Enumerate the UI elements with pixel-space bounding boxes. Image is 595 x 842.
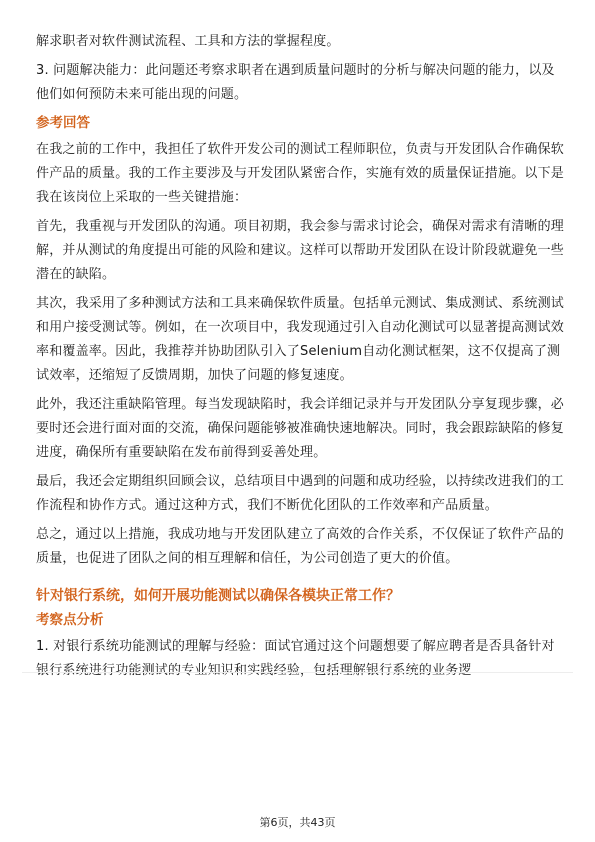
paragraph: 总之，通过以上措施，我成功地与开发团队建立了高效的合作关系，不仅保证了软件产品的质量，也促进了团队之间的相互理解和信任，为公司创造了更大的价值。: [36, 527, 565, 566]
paragraph: 1. 对银行系统功能测试的理解与经验：面试官通过这个问题想要了解应聘者是否具备针对银行系统进行功能测试的专业知识和实践经验，包括理解银行系统的业务逻: [36, 639, 555, 678]
paragraph: 首先，我重视与开发团队的沟通。项目初期，我会参与需求讨论会，确保对需求有清晰的理解，并从测试的角度提出可能的风险和建议。这样可以帮助开发团队在设计阶段就避免一些潜在的缺陷。: [36, 219, 565, 282]
paragraph: 解求职者对软件测试流程、工具和方法的掌握程度。: [36, 34, 340, 49]
analysis-heading: 考察点分析: [36, 612, 104, 628]
reference-answer-heading: 参考回答: [36, 115, 90, 131]
paragraph: 最后，我还会定期组织回顾会议，总结项目中遇到的问题和成功经验，以持续改进我们的工作流程和协作方式。通过这种方式，我们不断优化团队的工作效率和产品质量。: [36, 474, 565, 513]
paragraph: 此外，我还注重缺陷管理。每当发现缺陷时，我会详细记录并与开发团队分享复现步骤，必要时还会进行面对面的交流，确保问题能够被准确快速地解决。同时，我会跟踪缺陷的修复进度，确保所有重要缺陷在发布前得到妥善处理。: [36, 397, 565, 460]
page-content: [36, 30, 564, 688]
section-divider: [22, 672, 573, 673]
paragraph: 在我之前的工作中，我担任了软件开发公司的测试工程师职位，负责与开发团队合作确保软件产品的质量。我的工作主要涉及与开发团队紧密合作，实施有效的质量保证措施。以下是我在该岗位上采取的一些关键措施：: [36, 142, 565, 205]
question-title: 针对银行系统，如何开展功能测试以确保各模块正常工作？: [36, 588, 400, 604]
paragraph: 3. 问题解决能力：此问题还考察求职者在遇到质量问题时的分析与解决问题的能力，以及他们如何预防未来可能出现的问题。: [36, 63, 555, 102]
page-footer: 第6页，共43页: [259, 816, 336, 829]
paragraph: 其次，我采用了多种测试方法和工具来确保软件质量。包括单元测试、集成测试、系统测试和用户接受测试等。例如，在一次项目中，我发现通过引入自动化测试可以显著提高测试效率和覆盖率。因此，我推荐并协助团队引入了Selenium自动化测试框架，这不仅提高了测试效率，还缩短了反馈周期，加快了问题的修复速度。: [36, 296, 565, 383]
